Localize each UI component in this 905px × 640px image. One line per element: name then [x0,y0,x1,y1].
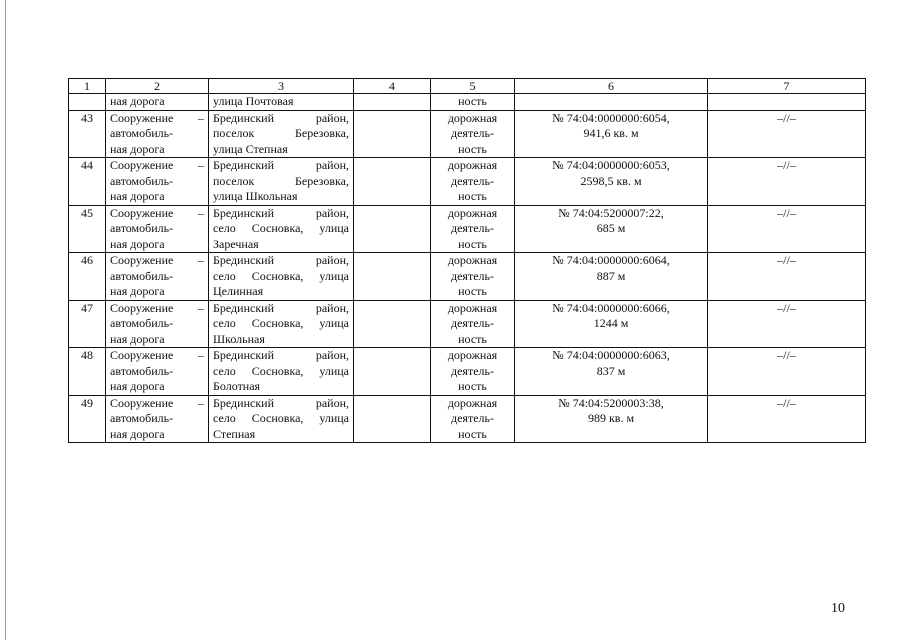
cell-line: № 74:04:0000000:6066, [552,300,670,315]
cell-line: Брединский район, [213,395,349,410]
cell-line: дорожная [447,253,498,267]
cell-line: Степная [213,426,256,441]
cell-line: ность [458,236,487,251]
purpose [431,253,515,301]
cell-line: деятель- [451,411,494,425]
cadastral-number [515,300,708,348]
cell-line: ность [458,379,487,393]
column-4-cell [354,300,431,348]
cell-line: ная дорога [110,141,165,156]
register-rows [69,110,866,443]
cell-line: деятель- [451,221,494,235]
column-number-1: 1 [69,79,106,94]
row-number: 48 [69,348,106,396]
cadastral-number [515,395,708,443]
column-number-header-row [69,79,866,94]
cell-line: ная дорога [110,379,165,393]
cell-line: Брединский район, [213,348,349,362]
cell-line: Сооружение – [110,348,204,362]
row-number: 46 [69,253,106,301]
cell-line: Болотная [213,379,261,393]
object-name [106,110,209,158]
table-row [69,110,866,158]
purpose [431,158,515,206]
property-register-table [68,78,866,443]
column-7-cell: –//– [708,205,866,253]
cell-line: Брединский район, [213,205,349,220]
cell-line: село Сосновка, улица [213,268,349,283]
purpose [431,395,515,443]
cell-line: 989 кв. м [587,411,635,425]
column-number-3: 3 [209,79,354,94]
column-4-cell [354,348,431,396]
cell-line: 837 м [596,363,626,378]
column-number-7: 7 [708,79,866,94]
row-number: 49 [69,395,106,443]
continuation-col1 [69,94,106,111]
cell-line: Целинная [213,284,264,298]
cell-line: № 74:04:0000000:6063, [552,348,670,362]
column-number-2: 2 [106,79,209,94]
table-row [69,395,866,443]
cell-line: Школьная [213,331,265,346]
cell-line: дорожная [447,158,498,172]
cell-line: автомобиль- [110,363,174,378]
column-7-cell: –//– [708,300,866,348]
cell-line: ность [458,426,487,441]
cell-line: Брединский район, [213,110,349,125]
cell-line: Брединский район, [213,158,349,172]
continuation-purpose: ность [431,94,515,111]
cell-line: ная дорога [110,426,165,441]
page-left-edge [5,0,6,640]
cell-line: дорожная [447,395,498,410]
continuation-object: ная дорога [106,94,209,111]
column-7-cell: –//– [708,395,866,443]
cell-line: деятель- [451,173,494,188]
object-address [209,395,354,443]
object-name [106,205,209,253]
cell-line: ность [458,189,487,203]
cell-line: автомобиль- [110,221,174,235]
cell-line: поселок Березовка, [213,173,349,188]
cadastral-number [515,348,708,396]
purpose [431,205,515,253]
cell-line: № 74:04:0000000:6064, [552,253,670,267]
continuation-row [69,94,866,111]
continuation-address: улица Почтовая [209,94,354,111]
continuation-col4 [354,94,431,111]
cell-line: Брединский район, [213,300,349,315]
object-address [209,300,354,348]
cell-line: ность [458,141,487,156]
column-number-5: 5 [431,79,515,94]
object-name [106,158,209,206]
table-row [69,348,866,396]
object-name [106,253,209,301]
cell-line: 2598,5 кв. м [580,173,642,188]
column-4-cell [354,110,431,158]
cell-line: ная дорога [110,236,165,251]
cell-line: деятель- [451,126,494,140]
cadastral-number [515,253,708,301]
column-4-cell [354,253,431,301]
cadastral-number [515,205,708,253]
cell-line: Сооружение – [110,300,204,315]
object-name [106,395,209,443]
object-address [209,158,354,206]
column-number-6: 6 [515,79,708,94]
object-address [209,348,354,396]
purpose [431,110,515,158]
cell-line: Заречная [213,236,259,251]
cell-line: улица Школьная [213,189,298,203]
column-4-cell [354,205,431,253]
cell-line: Сооружение – [110,395,204,410]
column-4-cell [354,395,431,443]
row-number: 45 [69,205,106,253]
table-row [69,158,866,206]
cell-line: № 74:04:0000000:6053, [552,158,670,172]
cell-line: деятель- [451,363,494,378]
cell-line: 685 м [596,221,626,235]
cell-line: № 74:04:0000000:6054, [552,110,670,125]
object-address [209,253,354,301]
cell-line: 887 м [596,268,626,283]
cell-line: 941,6 кв. м [583,126,639,140]
column-7-cell: –//– [708,253,866,301]
column-4-cell [354,158,431,206]
cell-line: № 74:04:5200007:22, [558,205,664,220]
cell-line: село Сосновка, улица [213,411,349,425]
page-number: 10 [831,601,845,616]
cell-line: ная дорога [110,189,165,203]
cell-line: деятель- [451,268,494,283]
column-7-cell: –//– [708,348,866,396]
row-number: 44 [69,158,106,206]
column-number-4: 4 [354,79,431,94]
cell-line: поселок Березовка, [213,126,349,140]
cadastral-number [515,110,708,158]
cell-line: ная дорога [110,331,165,346]
cell-line: автомобиль- [110,411,174,425]
column-7-cell: –//– [708,158,866,206]
cell-line: дорожная [447,348,498,362]
cell-line: автомобиль- [110,268,174,283]
row-number: 43 [69,110,106,158]
table-row [69,300,866,348]
continuation-col6 [515,94,708,111]
cell-line: автомобиль- [110,126,174,140]
cell-line: № 74:04:5200003:38, [558,395,664,410]
cadastral-number [515,158,708,206]
cell-line: дорожная [447,300,498,315]
object-address [209,205,354,253]
cell-line: ность [458,331,487,346]
cell-line: автомобиль- [110,316,174,330]
cell-line: Сооружение – [110,110,204,125]
cell-line: село Сосновка, улица [213,316,349,330]
cell-line: село Сосновка, улица [213,363,349,378]
object-address [209,110,354,158]
table-row [69,205,866,253]
purpose [431,300,515,348]
object-name [106,348,209,396]
cell-line: автомобиль- [110,173,174,188]
cell-line: дорожная [447,110,498,125]
cell-line: улица Степная [213,141,288,156]
cell-line: ная дорога [110,284,165,298]
table-row [69,253,866,301]
row-number: 47 [69,300,106,348]
cell-line: дорожная [447,205,498,220]
object-name [106,300,209,348]
cell-line: село Сосновка, улица [213,221,349,235]
cell-line: Сооружение – [110,205,204,220]
cell-line: Брединский район, [213,253,349,267]
cell-line: Сооружение – [110,158,204,172]
cell-line: 1244 м [593,316,629,330]
cell-line: деятель- [451,316,494,330]
purpose [431,348,515,396]
continuation-col7 [708,94,866,111]
cell-line: Сооружение – [110,253,204,267]
cell-line: ность [458,284,487,298]
column-7-cell: –//– [708,110,866,158]
